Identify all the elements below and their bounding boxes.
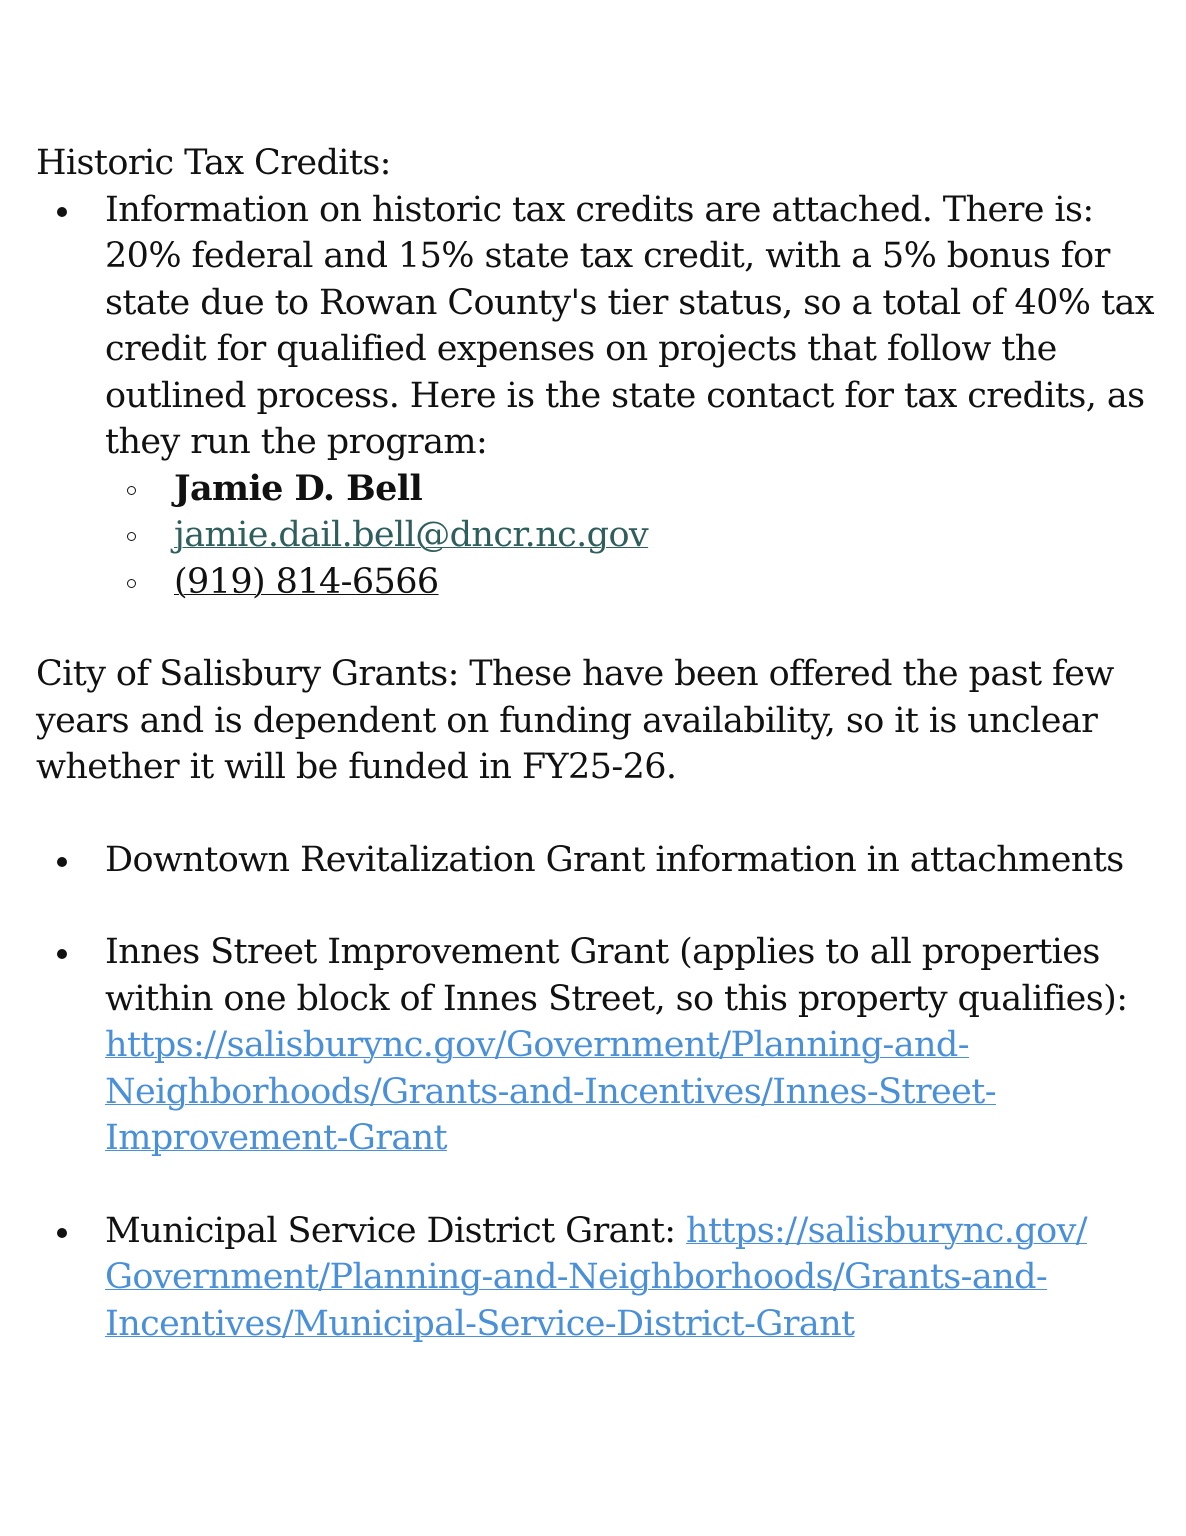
historic-tax-credits-item: [36, 187, 1156, 606]
state-contact-list: [105, 466, 1156, 606]
bullet-icon: [57, 857, 67, 867]
innes-street-grant-item: [36, 929, 1156, 1162]
city-grants-list: [36, 929, 1156, 1162]
spacer: [36, 883, 1156, 929]
municipal-service-district-grant-item: [36, 1208, 1156, 1348]
hollow-bullet-icon: [127, 579, 136, 588]
innes-street-grant-text: Innes Street Improvement Grant (applies to all properties within one block of Innes Street, so this property qualifies):: [105, 932, 1128, 1019]
contact-email-item: [105, 512, 1156, 559]
contact-name: Jamie D. Bell: [174, 467, 423, 509]
city-grants-list: [36, 1208, 1156, 1348]
spacer: [36, 1162, 1156, 1208]
contact-name-item: [105, 466, 1156, 513]
downtown-revitalization-grant-item: [36, 837, 1156, 884]
spacer: [36, 605, 1156, 651]
spacer: [36, 791, 1156, 837]
contact-phone-item: [105, 559, 1156, 606]
bullet-icon: [57, 949, 67, 959]
document-page: [36, 140, 1156, 1347]
hollow-bullet-icon: [127, 532, 136, 541]
city-grants-list: [36, 837, 1156, 884]
municipal-service-district-grant-text: Municipal Service District Grant:: [105, 1210, 687, 1251]
city-grants-paragraph: City of Salisbury Grants: These have been offered the past few years and is dependent on funding availability, so it is unclear whether it will be funded in FY25-26.: [36, 654, 1114, 787]
municipal-service-district-grant-link[interactable]: https://salisburync.gov/Government/Planning-and-Neighborhoods/Grants-and-Incentives/Municipal-Service-District-Grant: [105, 1210, 1087, 1344]
bullet-icon: [57, 207, 67, 217]
historic-tax-credits-list: [36, 187, 1156, 606]
downtown-revitalization-grant-text: Downtown Revitalization Grant information in attachments: [105, 839, 1124, 880]
contact-email-link[interactable]: jamie.dail.bell@dncr.nc.gov: [174, 515, 649, 555]
bullet-icon: [57, 1228, 67, 1238]
historic-tax-credits-text: Information on historic tax credits are attached. There is: 20% federal and 15% state tax credit, with a 5% bonus for state due to Rowan County's tier status, so a total of 40% tax credit for qualified expenses on projects that follow the outlined process. Here is the state contact for tax credits, as they run the program:: [105, 189, 1154, 462]
contact-phone-link[interactable]: (919) 814-6566: [174, 561, 439, 602]
innes-street-grant-link[interactable]: https://salisburync.gov/Government/Planning-and-Neighborhoods/Grants-and-Incentives/Innes-Street-Improvement-Grant: [105, 1025, 996, 1158]
hollow-bullet-icon: [127, 486, 136, 495]
historic-tax-credits-heading: Historic Tax Credits:: [36, 143, 391, 183]
